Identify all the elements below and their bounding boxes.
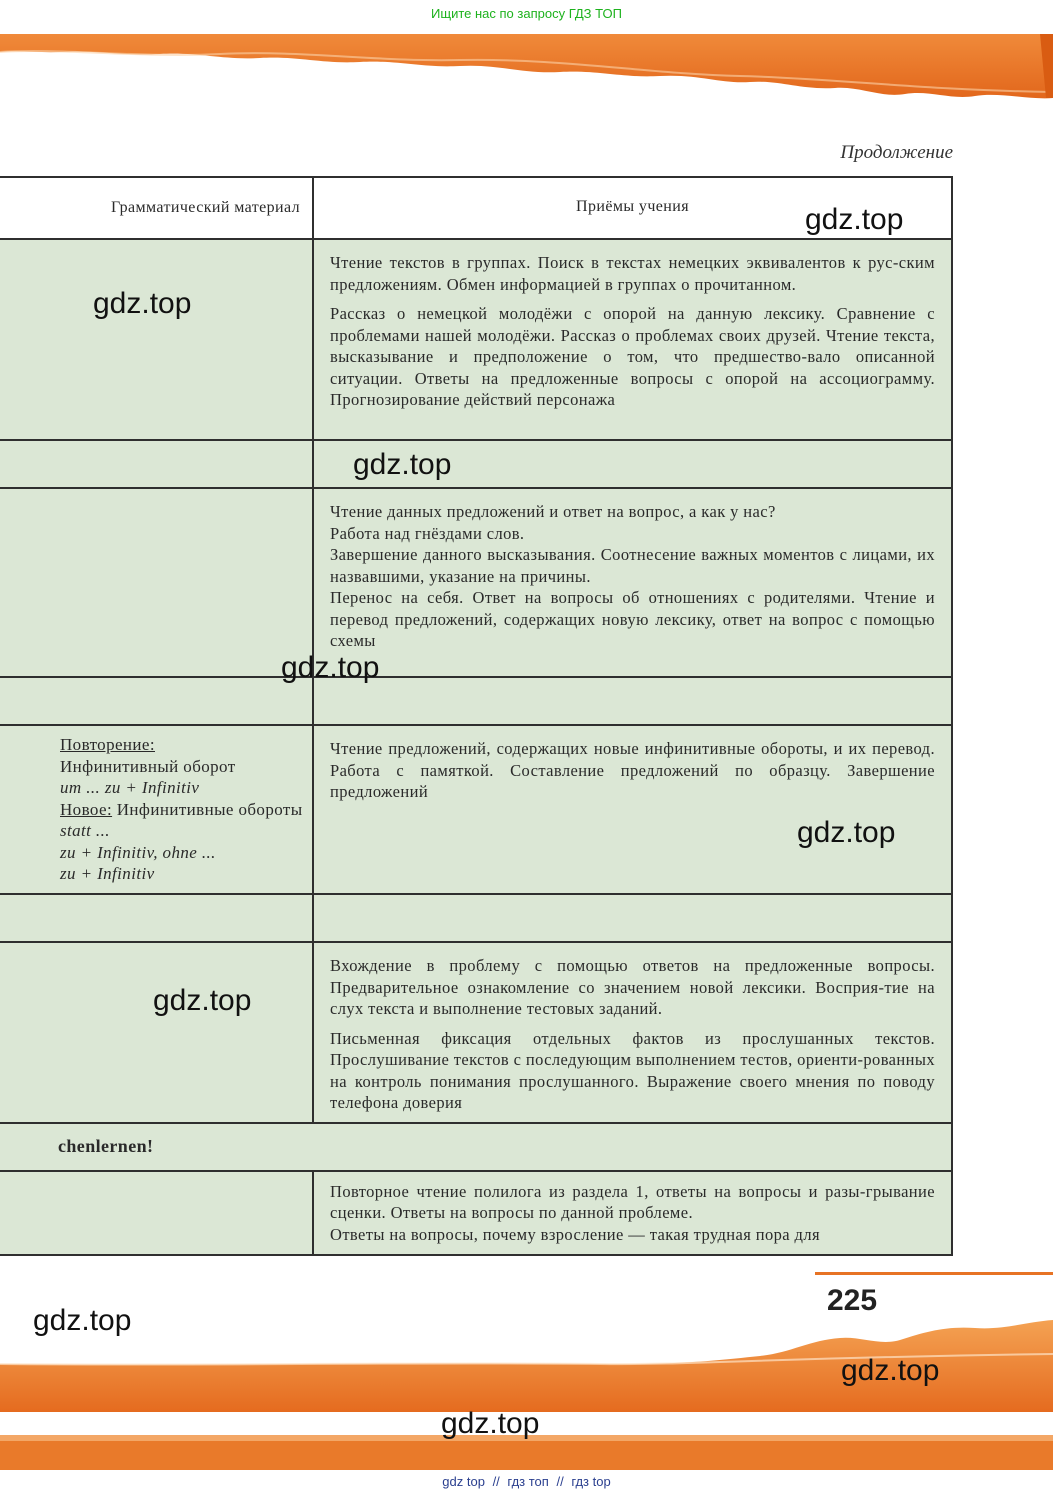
watermark: gdz.top <box>441 1407 540 1440</box>
link-separator: // <box>556 1474 564 1489</box>
row1-paragraph-1: Чтение текстов в группах. Поиск в текстах немецких эквивалентов к рус-ским предложениям. Обмен информацией в группах о прочитанном. <box>330 253 935 294</box>
repeat-text: Инфинитивный оборот <box>60 756 236 776</box>
bottom-link-2[interactable]: гдз топ <box>507 1474 549 1489</box>
table-cell-left <box>0 488 313 677</box>
table-row <box>0 239 952 440</box>
curriculum-table <box>0 176 953 1256</box>
repeat-formula: um ... zu + Infinitiv <box>60 778 200 797</box>
watermark: gdz.top <box>153 984 252 1017</box>
new-formula-2: zu + Infinitiv, ohne ... <box>60 842 216 862</box>
bottom-orange-banner <box>0 1320 1053 1470</box>
row3-line-1: Чтение данных предложений и ответ на вопрос, а как у нас? <box>330 502 776 521</box>
table-row <box>0 725 952 894</box>
table-cell-left <box>0 942 313 1123</box>
table-cell-right <box>313 488 952 677</box>
bottom-links <box>0 1474 1053 1489</box>
row9-line-1: Повторное чтение полилога из раздела 1, ответы на вопросы и разы-грывание сценки. Ответы на вопросы по данной проблеме. <box>330 1181 935 1222</box>
watermark: gdz.top <box>281 651 380 684</box>
top-search-hint-link[interactable]: Ищите нас по запросу ГДЗ ТОП <box>431 6 622 21</box>
new-text: Инфинитивные обороты <box>116 799 303 819</box>
watermark: gdz.top <box>93 287 192 320</box>
table-row <box>0 488 952 677</box>
row5-text: Чтение предложений, содержащих новые инфинитивные обороты, и их перевод. Работа с памяткой. Составление предложений по образцу. Завершение предложений <box>330 739 935 801</box>
row3-line-2: Работа над гнёздами слов. <box>330 523 525 543</box>
watermark: gdz.top <box>353 448 452 481</box>
table-row <box>0 1123 952 1171</box>
table-cell-left <box>0 1171 313 1255</box>
new-label: Новое: <box>60 799 113 819</box>
row3-line-3: Завершение данного высказывания. Соотнесение важных моментов с лицами, их назвавшими, указание на причины. <box>330 545 935 586</box>
table-cell-left <box>0 239 313 440</box>
row1-paragraph-2: Рассказ о немецкой молодёжи с опорой на данную лексику. Сравнение с проблемами нашей молодёжи. Рассказ о проблемах своих друзей. Чтение текста, высказывание и предположение о том, что предшество-вало описанной ситуации. Ответы на предложенные вопросы с опорой на ассоциограмму. Прогнозирование действий персонажа <box>330 304 935 409</box>
header-learning-techniques: Приёмы учения <box>313 177 952 239</box>
watermark: gdz.top <box>841 1354 940 1387</box>
section-heading: chenlernen! <box>58 1135 154 1156</box>
new-formula-1: statt ... <box>60 821 110 840</box>
row3-line-4: Перенос на себя. Ответ на вопросы об отношениях с родителями. Чтение и перевод предложений, содержащих новую лексику, ответ на вопрос с помощью схемы <box>330 588 935 650</box>
table-cell-left <box>0 894 313 942</box>
table-cell-right <box>313 942 952 1123</box>
table-cell-right <box>313 894 952 942</box>
page-number: 225 <box>827 1284 878 1317</box>
top-orange-banner <box>0 0 1053 110</box>
watermark: gdz.top <box>797 816 896 849</box>
watermark: gdz.top <box>33 1304 132 1337</box>
table-cell-right <box>313 677 952 725</box>
new-formula-3: zu + Infinitiv <box>60 864 155 883</box>
section-heading-cell <box>0 1123 952 1171</box>
link-separator: // <box>492 1474 500 1489</box>
bottom-link-3[interactable]: гдз top <box>571 1474 611 1489</box>
table-row <box>0 677 952 725</box>
row7-paragraph-1: Вхождение в проблему с помощью ответов на предложенные вопросы. Предварительное ознакомление со значением новой лексики. Восприя-тие на слух текста и выполнение тестовых заданий. <box>330 956 935 1018</box>
row7-paragraph-2: Письменная фиксация отдельных фактов из прослушанных текстов. Прослушивание текстов с последующим выполнением тестов, ориенти-рованных на контроль понимания прослушанного. Выражение своего мнения по поводу телефона доверия <box>330 1028 935 1112</box>
row9-line-2: Ответы на вопросы, почему взросление — такая трудная пора для <box>330 1224 820 1244</box>
repeat-label: Повторение: <box>60 735 155 754</box>
table-cell-right <box>313 725 952 894</box>
header-grammar-material: Грамматический материал <box>0 177 313 239</box>
grammar-cell-infinitive <box>0 725 313 894</box>
watermark: gdz.top <box>805 203 904 236</box>
table-cell-left <box>0 440 313 488</box>
table-cell-right <box>313 1171 952 1255</box>
bottom-link-1[interactable]: gdz top <box>442 1474 485 1489</box>
table-row <box>0 894 952 942</box>
table-row <box>0 440 952 488</box>
continued-label: Продолжение <box>840 142 953 163</box>
table-row <box>0 1171 952 1255</box>
table-cell-right <box>313 239 952 440</box>
page-number-rule <box>815 1272 1053 1275</box>
table-row <box>0 942 952 1123</box>
table-cell-left <box>0 677 313 725</box>
